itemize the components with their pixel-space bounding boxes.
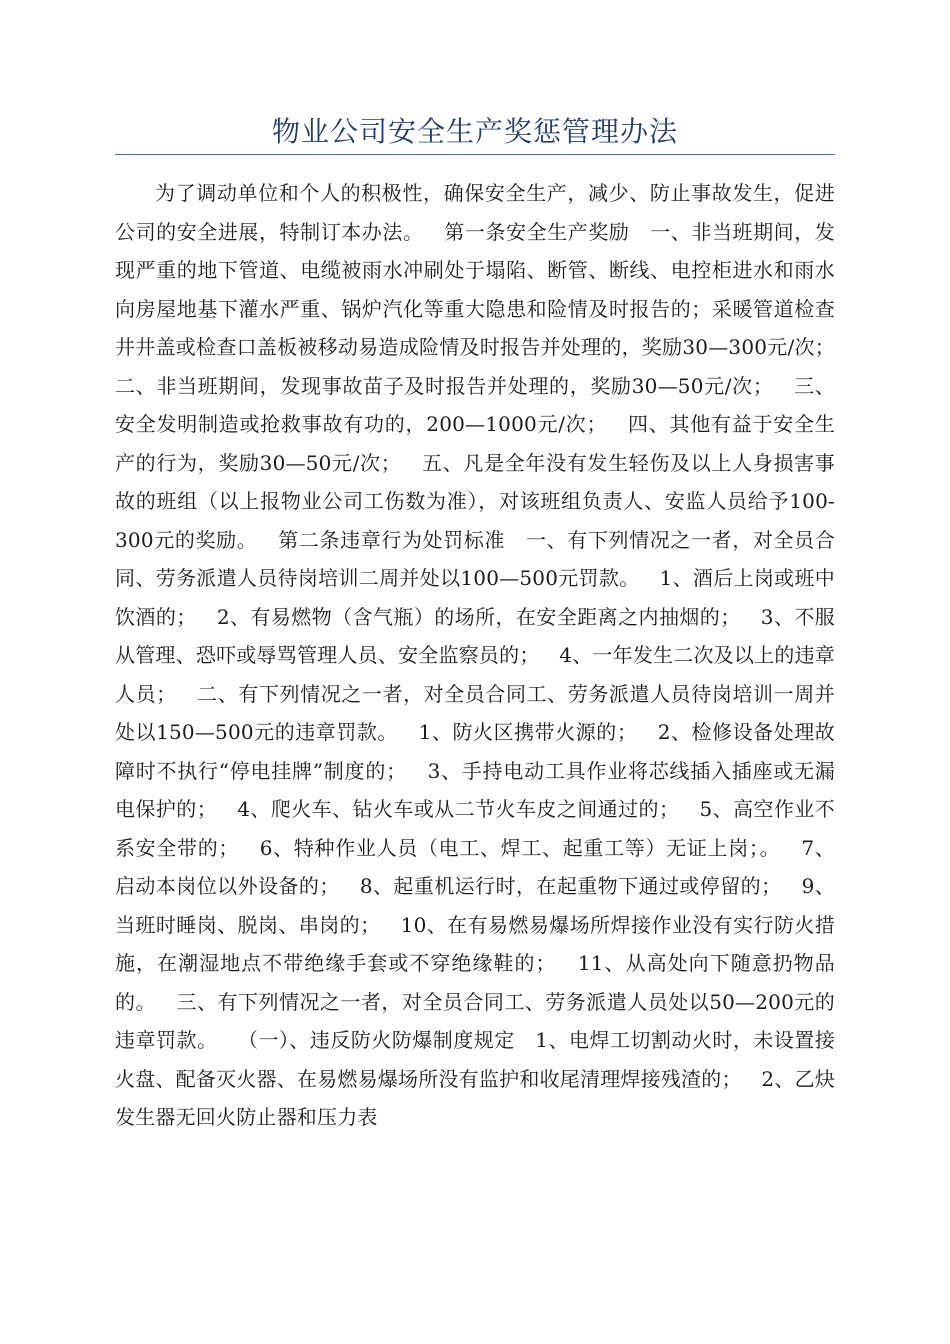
document-title: 物业公司安全生产奖惩管理办法: [271, 115, 678, 148]
title-underline: [115, 154, 835, 155]
document-body: 为了调动单位和个人的积极性，确保安全生产，减少、防止事故发生，促进公司的安全进展，特制订本办法。 第一条安全生产奖励 一、非当班期间，发现严重的地下管道、电缆被雨水冲刷处于塌陷、断管、断线、电控柜进水和雨水向房屋地基下灌水严重、锅炉汽化等重大隐患和险情及时报告的；采暖管道检查井井盖或检查口盖板被移动易造成险情及时报告并处理的，奖励30—300元/次； 二、非当班期间，发现事故苗子及时报告并处理的，奖励30—50元/次； 三、安全发明制造或抢救事故有功的，200—1000元/次； 四、其他有益于安全生产的行为，奖励30—50元/次； 五、凡是全年没有发生轻伤及以上人身损害事故的班组（以上报物业公司工伤数为准），对该班组负责人、安监人员给予100-300元的奖励。 第二条违章行为处罚标准 一、有下列情况之一者，对全员合同、劳务派遣人员待岗培训二周并处以100—500元罚款。 1、酒后上岗或班中饮酒的； 2、有易燃物（含气瓶）的场所，在安全距离之内抽烟的； 3、不服从管理、恐吓或辱骂管理人员、安全监察员的； 4、一年发生二次及以上的违章人员； 二、有下列情况之一者，对全员合同工、劳务派遣人员待岗培训一周并处以150—500元的违章罚款。 1、防火区携带火源的； 2、检修设备处理故障时不执行“停电挂牌”制度的； 3、手持电动工具作业将芯线插入插座或无漏电保护的； 4、爬火车、钻火车或从二节火车皮之间通过的； 5、高空作业不系安全带的； 6、特种作业人员（电工、焊工、起重工等）无证上岗；。 7、启动本岗位以外设备的； 8、起重机运行时，在起重物下通过或停留的； 9、当班时睡岗、脱岗、串岗的； 10、在有易燃易爆场所焊接作业没有实行防火措施，在潮湿地点不带绝缘手套或不穿绝缘鞋的； 11、从高处向下随意扔物品的。 三、有下列情况之一者，对全员合同工、劳务派遣人员处以50—200元的违章罚款。 （一）、违反防火防爆制度规定 1、电焊工切割动火时，未设置接火盘、配备灭火器、在易燃易爆场所没有监护和收尾清理焊接残渣的； 2、乙炔发生器无回火防止器和压力表: [115, 181, 855, 1129]
